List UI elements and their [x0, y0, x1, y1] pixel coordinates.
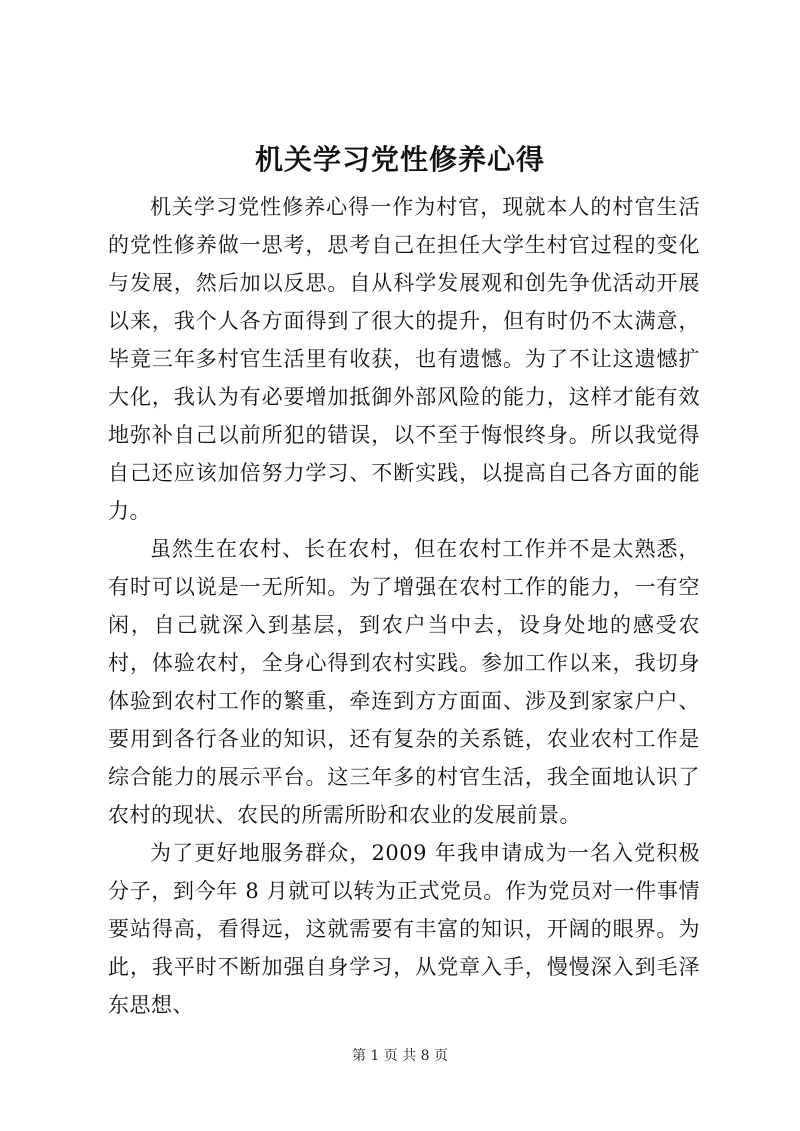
document-title: 机关学习党性修养心得 — [254, 143, 545, 176]
paragraph-3: 为了更好地服务群众，2009 年我申请成为一名入党积极分子，到今年 8 月就可以转为正式党员。作为党员对一件事情要站得高，看得远，这就需要有丰富的知识，开阔的眼界。为此，我平时不断加强自身学习，从党章入手，慢慢深入到毛泽东思想、 — [108, 841, 700, 1017]
paragraph-1: 机关学习党性修养心得一作为村官，现就本人的村官生活的党性修养做一思考，思考自己在担任大学生村官过程的变化与发展，然后加以反思。自从科学发展观和创先争优活动开展以来，我个人各方面得到了很大的提升，但有时仍不太满意，毕竟三年多村官生活里有收获，也有遗憾。为了不让这遗憾扩大化，我认为有必要增加抵御外部风险的能力，这样才能有效地弥补自己以前所犯的错误，以不至于悔恨终身。所以我觉得自己还应该加倍努力学习、不断实践，以提高自己各方面的能力。 — [108, 195, 700, 523]
paragraph-2: 虽然生在农村、长在农村，但在农村工作并不是太熟悉，有时可以说是一无所知。为了增强在农村工作的能力，一有空闲，自己就深入到基层，到农户当中去，设身处地的感受农村，体验农村，全身心得到农村实践。参加工作以来，我切身体验到农村工作的繁重，牵连到方方面面、涉及到家家户户、要用到各行各业的知识，还有复杂的关系链，农业农村工作是综合能力的展示平台。这三年多的村官生活，我全面地认识了农村的现状、农民的所需所盼和农业的发展前景。 — [108, 537, 700, 827]
document-body — [108, 188, 700, 1024]
page-footer: 第 1 页 共 8 页 — [351, 1048, 449, 1064]
